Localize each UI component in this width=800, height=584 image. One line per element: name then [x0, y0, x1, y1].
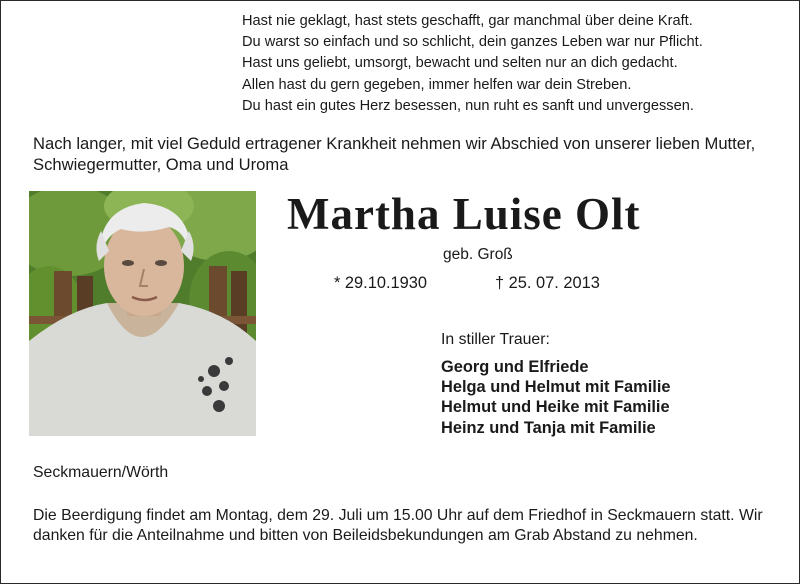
mourner-name: Heinz und Tanja mit Familie — [441, 418, 656, 437]
deceased-name: Martha Luise Olt — [287, 189, 641, 239]
poem-line: Du hast ein gutes Herz besessen, nun ruht es sanft und unvergessen. — [242, 97, 694, 114]
mourning-intro: In stiller Trauer: — [441, 331, 550, 348]
mourner-name: Helga und Helmut mit Familie — [441, 378, 671, 397]
intro-text: Nach langer, mit viel Geduld ertragener Krankheit nehmen wir Abschied von unserer lieben Mutter, Schwiegermutter, Oma und Uroma — [33, 134, 756, 174]
birth-date: * 29.10.1930 — [334, 274, 427, 292]
poem-line: Hast nie geklagt, hast stets geschafft, gar manchmal über deine Kraft. — [242, 13, 693, 29]
portrait-photo — [29, 191, 256, 436]
place: Seckmauern/Wörth — [33, 464, 169, 481]
poem-line: Allen hast du gern gegeben, immer helfen war dein Streben. — [242, 76, 632, 93]
poem — [242, 11, 787, 117]
mourner-name: Helmut und Heike mit Familie — [441, 398, 670, 417]
maiden-name: geb. Groß — [443, 246, 513, 263]
poem-line: Du warst so einfach und so schlicht, dein ganzes Leben war nur Pflicht. — [242, 34, 703, 51]
funeral-notice: Die Beerdigung findet am Montag, dem 29. Juli um 15.00 Uhr auf dem Friedhof in Seckmauern statt. Wir danken für die Anteilnahme und bitten von Beileidsbekundungen am Grab Abstand zu nehmen. — [33, 507, 763, 544]
mourners-list — [441, 357, 671, 438]
death-date: † 25. 07. 2013 — [495, 274, 600, 292]
poem-line: Hast uns geliebt, umsorgt, bewacht und selten nur an dich gedacht. — [242, 55, 678, 72]
mourner-name: Georg und Elfriede — [441, 358, 589, 376]
